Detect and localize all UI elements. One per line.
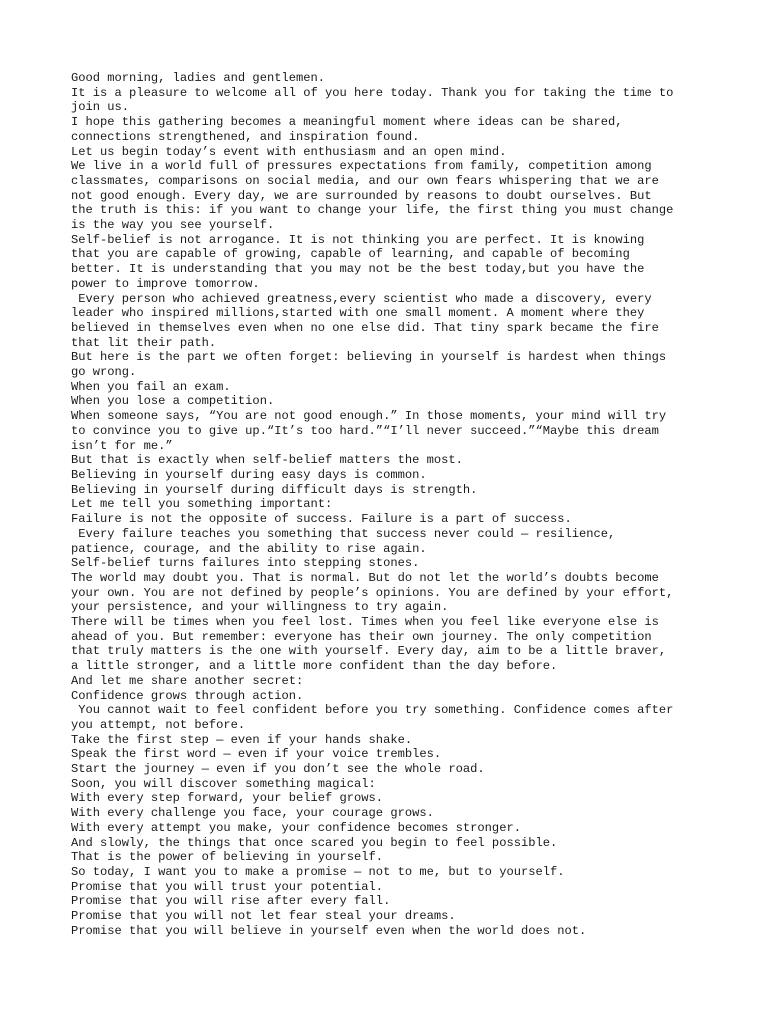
text-line: Take the first step — even if your hands shake. [71,732,413,747]
text-line: leader who inspired millions,started with one small moment. A moment where they [71,306,645,321]
text-line: It is a pleasure to welcome all of you here today. Thank you for taking the time to [71,85,674,100]
text-line: that truly matters is the one with yourself. Every day, aim to be a little braver, [71,644,667,659]
text-line: the truth is this: if you want to change your life, the first thing you must change [71,203,674,218]
text-line: classmates, comparisons on social media, and our own fears whispering that we are [71,173,659,188]
text-line: When you fail an exam. [71,379,231,394]
text-line: is the way you see yourself. [71,218,275,233]
text-line: Self-belief is not arrogance. It is not thinking you are perfect. It is knowing [71,232,645,247]
text-line: Let us begin today’s event with enthusiasm and an open mind. [71,144,507,159]
text-line: not good enough. Every day, we are surrounded by reasons to doubt ourselves. But [71,188,652,203]
text-line: Good morning, ladies and gentlemen. [71,71,326,85]
text-line: That is the power of believing in yourself. [71,850,384,865]
text-line: Start the journey — even if you don’t see the whole road. [71,762,485,777]
text-line: your persistence, and your willingness to try again. [71,600,449,615]
text-line: But here is the part we often forget: believing in yourself is hardest when things [71,350,667,365]
text-line: patience, courage, and the ability to rise again. [71,541,427,556]
text-line: power to improve tomorrow. [71,276,260,291]
text-line: With every challenge you face, your courage grows. [71,806,434,821]
text-line: With every step forward, your belief grows. [71,791,384,806]
text-line: that you are capable of growing, capable of learning, and capable of becoming [71,247,630,262]
text-line: isn’t for me.” [71,438,173,453]
text-line: Soon, you will discover something magical: [71,776,376,791]
text-line: Failure is not the opposite of success. Failure is a part of success. [71,512,572,527]
text-line: Confidence grows through action. [71,688,304,703]
text-line: And slowly, the things that once scared you begin to feel possible. [71,835,558,850]
text-line: So today, I want you to make a promise — not to me, but to yourself. [71,864,565,879]
text-line: Self-belief turns failures into stepping stones. [71,556,420,571]
text-line: I hope this gathering becomes a meaningful moment where ideas can be shared, [71,115,623,130]
text-line: ahead of you. But remember: everyone has their own journey. The only competition [71,629,652,644]
text-line: Promise that you will believe in yourself even when the world does not. [71,923,587,938]
text-line: There will be times when you feel lost. Times when you feel like everyone else is [71,615,659,630]
text-line: When you lose a competition. [71,394,275,409]
text-line: better. It is understanding that you may not be the best today,but you have the [71,262,645,277]
text-line: to convince you to give up.“It’s too hard.”“I’ll never succeed.”“Maybe this dream [71,423,659,438]
text-line: join us. [71,100,130,115]
document-page [71,71,711,938]
text-line: a little stronger, and a little more confident than the day before. [71,659,558,674]
text-line: You cannot wait to feel confident before you try something. Confidence comes after [71,703,674,718]
text-line: With every attempt you make, your confidence becomes stronger. [71,820,521,835]
text-line: your own. You are not defined by people’s opinions. You are defined by your effort, [71,585,674,600]
text-line: connections strengthened, and inspiration found. [71,129,420,144]
text-line: And let me share another secret: [71,673,304,688]
text-line: you attempt, not before. [71,717,246,732]
text-line: that lit their path. [71,335,217,350]
text-line: believed in themselves even when no one else did. That tiny spark became the fire [71,320,659,335]
text-line: Believing in yourself during easy days is common. [71,467,427,482]
text-line: But that is exactly when self-belief matters the most. [71,453,463,468]
text-line: The world may doubt you. That is normal. But do not let the world’s doubts become [71,570,659,585]
text-line: Every failure teaches you something that success never could — resilience, [71,526,616,541]
text-line: go wrong. [71,365,137,380]
text-line: Promise that you will rise after every fall. [71,894,391,909]
text-line: Promise that you will trust your potential. [71,879,384,894]
text-line: Let me tell you something important: [71,497,333,512]
text-line: Speak the first word — even if your voice trembles. [71,747,442,762]
text-line: Believing in yourself during difficult days is strength. [71,482,478,497]
text-line: Every person who achieved greatness,every scientist who made a discovery, every [71,291,652,306]
text-line: We live in a world full of pressures expectations from family, competition among [71,159,652,174]
text-line: When someone says, “You are not good enough.” In those moments, your mind will try [71,409,667,424]
text-line: Promise that you will not let fear steal your dreams. [71,909,456,924]
